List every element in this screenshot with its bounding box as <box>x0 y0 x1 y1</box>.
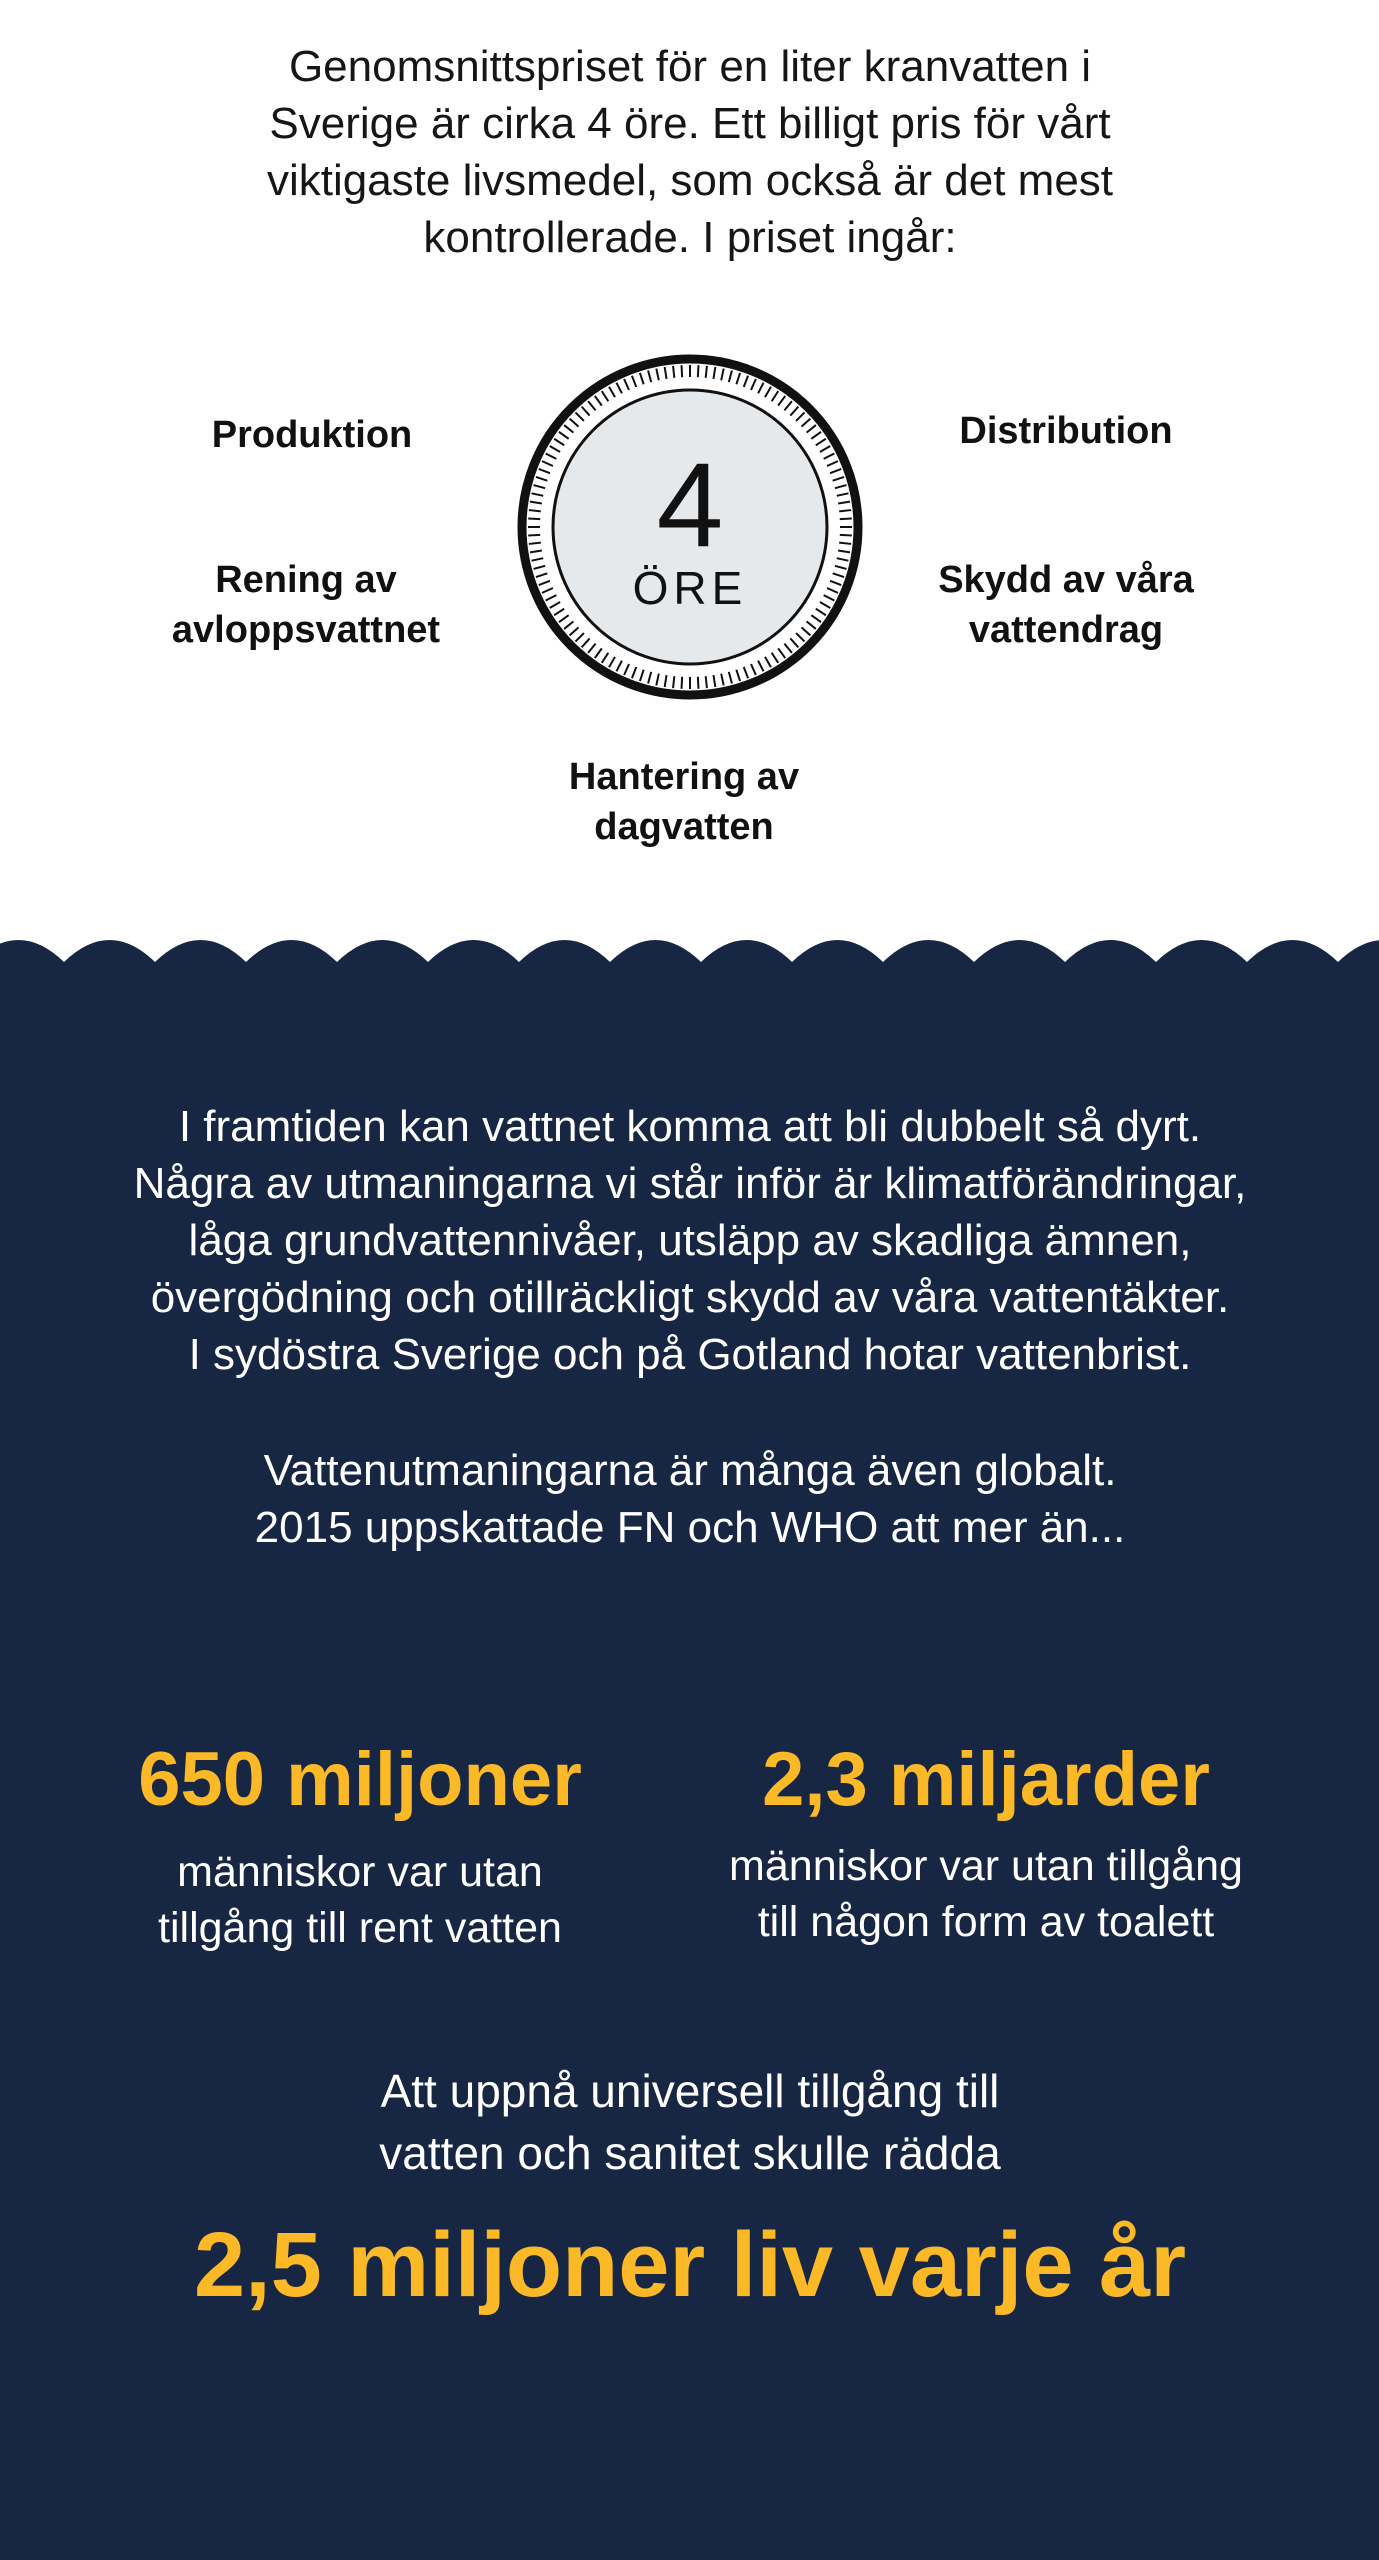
price-item-label: Distribution <box>959 410 1173 452</box>
stat-value-toilet: 2,3 miljarder <box>762 1737 1210 1822</box>
price-item-label: Hantering av <box>568 756 800 798</box>
price-item-label: Produktion <box>211 414 413 456</box>
intro-text <box>190 38 1190 266</box>
stat-desc-line: människor var utan tillgång <box>729 1842 1243 1890</box>
price-item-label: dagvatten <box>594 806 774 848</box>
stat-desc-line: människor var utan <box>177 1848 543 1896</box>
price-item-dagvatten <box>504 752 864 852</box>
intro-line: Sverige är cirka 4 öre. Ett billigt pris för vårt <box>269 99 1111 148</box>
future-line: låga grundvattennivåer, utsläpp av skadliga ämnen, <box>188 1216 1192 1265</box>
future-line: I framtiden kan vattnet komma att bli dubbelt så dyrt. <box>178 1102 1202 1151</box>
wave-divider <box>0 910 1379 970</box>
save-line: Att uppnå universell tillgång till <box>380 2065 1000 2117</box>
global-text <box>90 1442 1290 1556</box>
price-item-label: Rening av <box>215 559 397 601</box>
wave-shape <box>0 940 1379 970</box>
future-line: Några av utmaningarna vi står inför är klimatförändringar, <box>133 1159 1247 1208</box>
price-item-distribution <box>886 406 1246 456</box>
coin-tick <box>682 365 683 377</box>
save-line: vatten och sanitet skulle rädda <box>379 2127 1001 2179</box>
stat-desc-toilet <box>676 1838 1296 1950</box>
intro-line: viktigaste livsmedel, som också är det mest <box>266 156 1114 205</box>
save-value: 2,5 miljoner liv varje år <box>193 2214 1187 2316</box>
coin-tick <box>706 676 707 688</box>
coin-tick <box>682 677 683 689</box>
coin-tick <box>673 676 674 688</box>
future-line: övergödning och otillräckligt skydd av våra vattentäkter. <box>150 1273 1230 1322</box>
stat-desc-line: till någon form av toalett <box>757 1898 1215 1946</box>
price-item-rening <box>126 555 486 655</box>
price-item-label: vattendrag <box>968 609 1164 651</box>
stat-desc-line: tillgång till rent vatten <box>158 1904 562 1952</box>
stat-desc-clean-water <box>50 1844 670 1956</box>
price-item-produktion <box>132 410 492 460</box>
coin-unit: ÖRE <box>632 562 748 614</box>
future-line: I sydöstra Sverige och på Gotland hotar vattenbrist. <box>188 1330 1192 1379</box>
coin-tick <box>706 366 707 378</box>
price-item-skydd <box>886 555 1246 655</box>
intro-line: Genomsnittspriset för en liter kranvatten i <box>288 42 1092 91</box>
price-item-label: avloppsvattnet <box>171 609 441 651</box>
coin-value: 4 <box>656 438 724 572</box>
global-line: Vattenutmaningarna är många även globalt. <box>263 1446 1117 1495</box>
coin-tick <box>673 366 674 378</box>
global-line: 2015 uppskattade FN och WHO att mer än... <box>254 1503 1126 1552</box>
coin-tick <box>698 677 699 689</box>
future-text <box>60 1098 1320 1383</box>
stat-value-clean-water: 650 miljoner <box>138 1737 582 1822</box>
save-text <box>190 2060 1190 2184</box>
intro-line: kontrollerade. I priset ingår: <box>423 213 957 262</box>
price-item-label: Skydd av våra <box>938 559 1194 601</box>
coin-icon <box>516 353 864 701</box>
coin-tick <box>698 365 699 377</box>
